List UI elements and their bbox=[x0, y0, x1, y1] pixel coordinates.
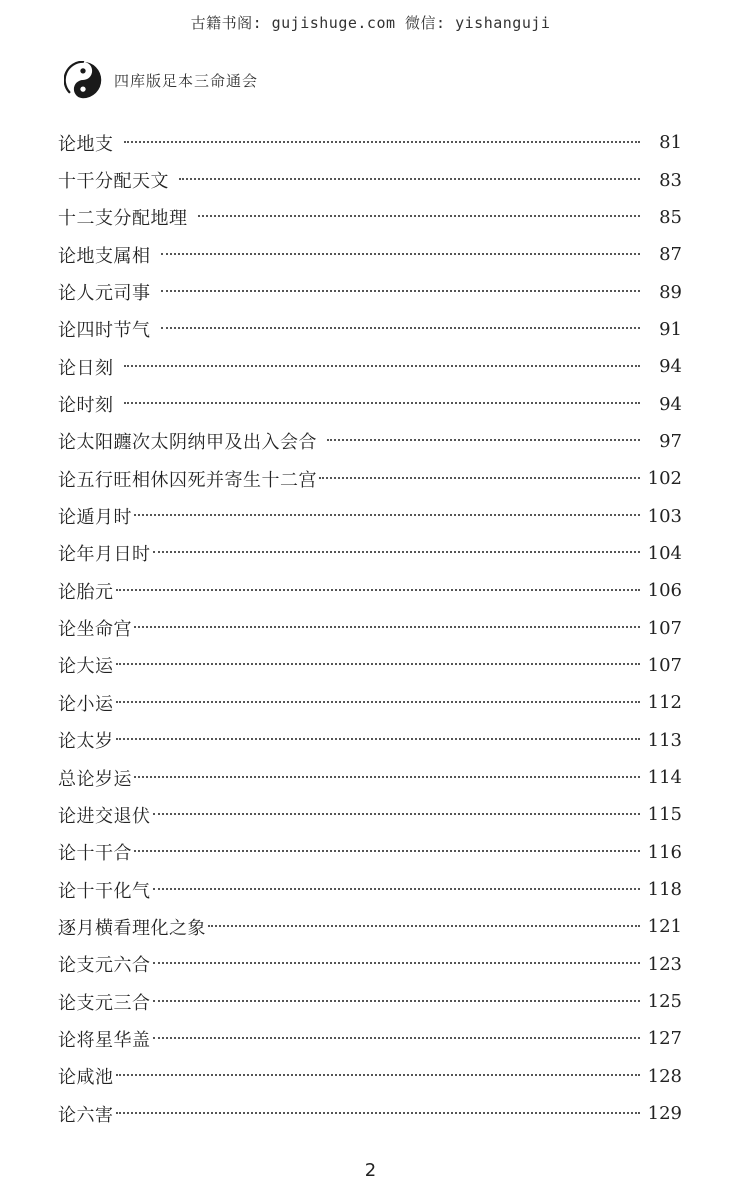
watermark-text: 古籍书阁: gujishuge.com 微信: yishanguji bbox=[190, 14, 551, 32]
toc-entry[interactable] bbox=[58, 609, 682, 646]
toc-entry-page: 121 bbox=[647, 916, 682, 938]
toc-entry-page: 128 bbox=[647, 1065, 682, 1087]
toc-entry-title: 论十干合 bbox=[58, 843, 132, 865]
toc-entry[interactable] bbox=[58, 199, 682, 236]
toc-entry-title: 论胎元 bbox=[58, 581, 114, 603]
toc-entry-page: 83 bbox=[659, 169, 682, 191]
toc-entry[interactable] bbox=[58, 1020, 682, 1057]
toc-entry[interactable] bbox=[58, 348, 682, 385]
dot-leader bbox=[198, 215, 641, 217]
dot-leader bbox=[134, 776, 640, 778]
dot-leader bbox=[153, 962, 640, 964]
toc-entry-title: 论时刻 bbox=[58, 395, 114, 417]
toc-entry[interactable] bbox=[58, 497, 682, 534]
toc-entry-title: 论六害 bbox=[58, 1104, 114, 1126]
dot-leader bbox=[161, 253, 641, 255]
dot-leader bbox=[161, 290, 641, 292]
dot-leader bbox=[116, 589, 640, 591]
toc-entry-page: 97 bbox=[659, 430, 682, 452]
dot-leader bbox=[153, 551, 640, 553]
toc-entry-title: 论日刻 bbox=[58, 357, 114, 379]
toc-entry[interactable] bbox=[58, 273, 682, 310]
toc-entry-title: 十干分配天文 bbox=[58, 171, 169, 193]
toc-entry[interactable] bbox=[58, 236, 682, 273]
toc-entry-page: 87 bbox=[659, 244, 682, 266]
toc-entry-title: 论进交退伏 bbox=[58, 805, 151, 827]
toc-entry-title: 论年月日时 bbox=[58, 544, 151, 566]
toc-entry-page: 113 bbox=[647, 729, 682, 751]
toc-entry-page: 104 bbox=[647, 542, 682, 564]
dot-leader bbox=[116, 1112, 640, 1114]
dot-leader bbox=[319, 477, 640, 479]
toc-entry-page: 114 bbox=[647, 767, 682, 789]
toc-entry[interactable] bbox=[58, 796, 682, 833]
toc-entry-page: 94 bbox=[659, 393, 682, 415]
toc-entry-title: 十二支分配地理 bbox=[58, 208, 188, 230]
dot-leader bbox=[327, 439, 640, 441]
toc-entry-title: 论四时节气 bbox=[58, 320, 151, 342]
yin-yang-icon bbox=[64, 61, 102, 99]
toc-entry[interactable] bbox=[58, 460, 682, 497]
toc-entry-title: 论十干化气 bbox=[58, 880, 151, 902]
toc-entry-title: 逐月横看理化之象 bbox=[58, 917, 206, 939]
toc-entry-title: 论坐命宫 bbox=[58, 619, 132, 641]
dot-leader bbox=[208, 925, 640, 927]
dot-leader bbox=[124, 141, 641, 143]
toc-entry[interactable] bbox=[58, 1095, 682, 1132]
running-header bbox=[64, 60, 258, 100]
dot-leader bbox=[124, 365, 641, 367]
toc-entry-page: 103 bbox=[647, 505, 682, 527]
toc-entry-title: 论遁月时 bbox=[58, 507, 132, 529]
dot-leader bbox=[153, 813, 640, 815]
toc-entry-page: 129 bbox=[647, 1103, 682, 1125]
toc-entry-title: 论咸池 bbox=[58, 1067, 114, 1089]
toc-entry[interactable] bbox=[58, 908, 682, 945]
toc-entry-title: 论大运 bbox=[58, 656, 114, 678]
toc-entry[interactable] bbox=[58, 423, 682, 460]
toc-entry[interactable] bbox=[58, 983, 682, 1020]
toc-entry[interactable] bbox=[58, 647, 682, 684]
dot-leader bbox=[116, 701, 640, 703]
toc-entry-title: 论五行旺相休囚死并寄生十二宫 bbox=[58, 469, 317, 491]
toc-entry[interactable] bbox=[58, 161, 682, 198]
toc-entry[interactable] bbox=[58, 311, 682, 348]
toc-entry-page: 115 bbox=[647, 804, 682, 826]
dot-leader bbox=[153, 1037, 640, 1039]
toc-entry-title: 论将星华盖 bbox=[58, 1029, 151, 1051]
table-of-contents bbox=[58, 124, 682, 1132]
toc-entry[interactable] bbox=[58, 1058, 682, 1095]
toc-entry-page: 85 bbox=[659, 206, 682, 228]
toc-entry-page: 102 bbox=[647, 468, 682, 490]
book-title: 四库版足本三命通会 bbox=[114, 71, 259, 90]
toc-entry-page: 81 bbox=[659, 132, 682, 154]
toc-entry[interactable] bbox=[58, 684, 682, 721]
dot-leader bbox=[153, 1000, 640, 1002]
toc-entry-title: 总论岁运 bbox=[58, 768, 132, 790]
dot-leader bbox=[134, 850, 640, 852]
dot-leader bbox=[134, 626, 640, 628]
toc-entry-page: 91 bbox=[659, 318, 682, 340]
dot-leader bbox=[116, 663, 640, 665]
toc-entry-title: 论人元司事 bbox=[58, 283, 151, 305]
toc-entry[interactable] bbox=[58, 572, 682, 609]
toc-entry-title: 论支元六合 bbox=[58, 955, 151, 977]
toc-entry-page: 127 bbox=[647, 1028, 682, 1050]
toc-entry-title: 论小运 bbox=[58, 693, 114, 715]
toc-entry-page: 107 bbox=[647, 617, 682, 639]
toc-entry[interactable] bbox=[58, 834, 682, 871]
toc-entry-page: 112 bbox=[647, 692, 682, 714]
toc-entry-page: 89 bbox=[659, 281, 682, 303]
toc-entry-title: 论支元三合 bbox=[58, 992, 151, 1014]
dot-leader bbox=[116, 738, 640, 740]
toc-entry-page: 106 bbox=[647, 580, 682, 602]
dot-leader bbox=[116, 1074, 640, 1076]
toc-entry-page: 116 bbox=[647, 841, 682, 863]
toc-entry-page: 123 bbox=[647, 953, 682, 975]
toc-entry[interactable] bbox=[58, 385, 682, 422]
toc-entry-page: 118 bbox=[647, 879, 682, 901]
toc-entry-title: 论地支 bbox=[58, 133, 114, 155]
toc-entry[interactable] bbox=[58, 759, 682, 796]
toc-entry[interactable] bbox=[58, 124, 682, 161]
dot-leader bbox=[134, 514, 640, 516]
toc-entry-title: 论太阳躔次太阴纳甲及出入会合 bbox=[58, 432, 317, 454]
dot-leader bbox=[124, 402, 641, 404]
toc-entry[interactable] bbox=[58, 871, 682, 908]
toc-entry[interactable] bbox=[58, 722, 682, 759]
page-number: 2 bbox=[364, 1160, 377, 1181]
toc-entry[interactable] bbox=[58, 946, 682, 983]
dot-leader bbox=[179, 178, 640, 180]
toc-entry-page: 94 bbox=[659, 356, 682, 378]
toc-entry-page: 107 bbox=[647, 654, 682, 676]
dot-leader bbox=[161, 327, 641, 329]
toc-entry-title: 论地支属相 bbox=[58, 245, 151, 267]
dot-leader bbox=[153, 888, 640, 890]
toc-entry-page: 125 bbox=[647, 991, 682, 1013]
toc-entry[interactable] bbox=[58, 535, 682, 572]
toc-entry-title: 论太岁 bbox=[58, 731, 114, 753]
